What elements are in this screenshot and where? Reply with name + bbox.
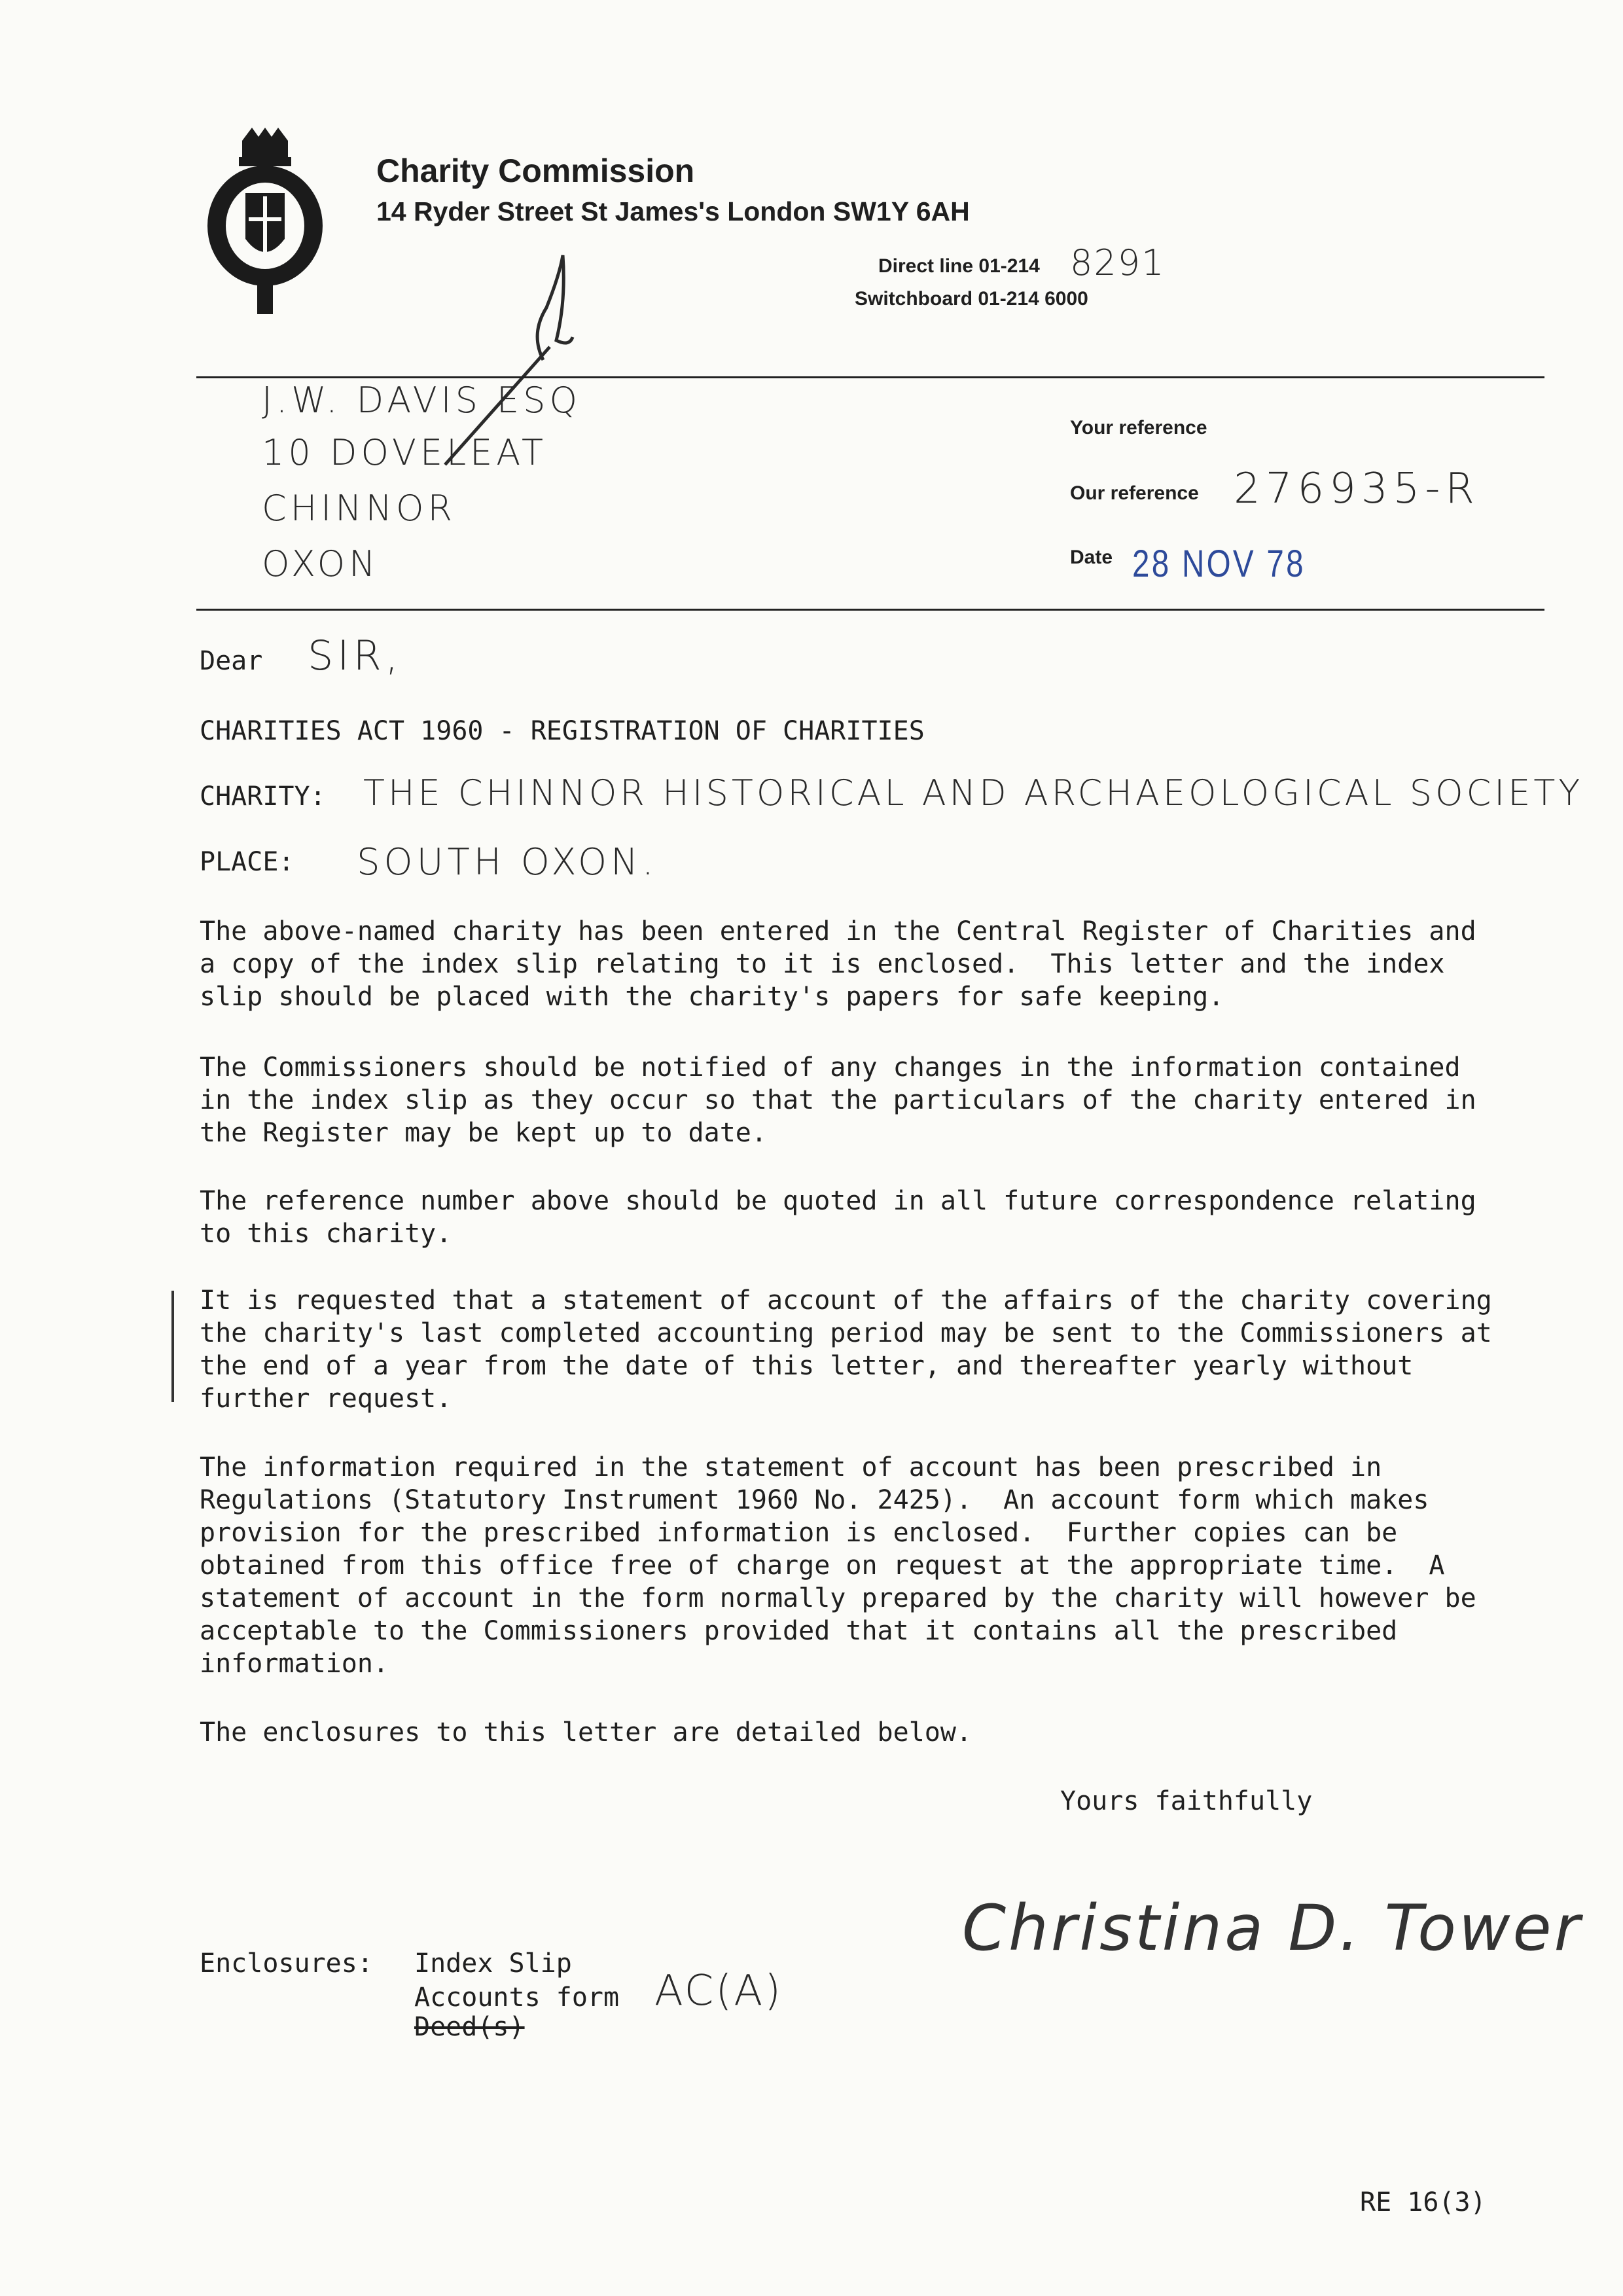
salutation-dear: Dear xyxy=(200,646,263,676)
recipient-line-2: 10 DOVELEAT xyxy=(262,432,548,473)
body-paragraph-1: The above-named charity has been entered in the Central Register of Charities and a copy of the index slip relating to it is enclosed. This letter and the index slip should be placed with the charity's papers for safe keeping. xyxy=(200,916,1476,1012)
signature: Christina D. Tower xyxy=(962,1892,1583,1965)
direct-line-number: 8291 xyxy=(1070,242,1166,283)
direct-line-label: Direct line 01-214 xyxy=(878,255,1040,277)
header-rule-bottom xyxy=(196,609,1544,611)
date-label: Date xyxy=(1070,547,1113,568)
body-paragraph-5: The information required in the statement of account has been prescribed in Regulations (Statutory Instrument 1960 No. 2425). An account form which makes provision for the prescribed information is enclosed. Further copies can be obtained from this office free of charge on request at the appropriate time. A statement of account in the form normally prepared by the charity will however be acceptable to the Commissioners provided that it contains all the prescribed information. xyxy=(200,1452,1476,1679)
body-paragraph-6: The enclosures to this letter are detailed below. xyxy=(200,1717,972,1748)
body-paragraph-3: The reference number above should be quoted in all future correspondence relating to this charity. xyxy=(200,1186,1476,1249)
margin-mark xyxy=(171,1291,174,1402)
our-reference-label: Our reference xyxy=(1070,482,1199,504)
recipient-line-3: CHINNOR xyxy=(262,488,457,529)
header-rule-top xyxy=(196,376,1544,378)
closing-valediction: Yours faithfully xyxy=(1060,1786,1313,1816)
form-code: RE 16(3) xyxy=(1360,2187,1486,2217)
enclosure-deeds-struck: Deed(s) xyxy=(414,2012,525,2042)
body-paragraph-2: The Commissioners should be notified of any changes in the information contained in the index slip as they occur so that the particulars of the charity entered in the Register may be kept up to date. xyxy=(200,1052,1476,1148)
enclosure-index-slip: Index Slip xyxy=(414,1948,572,1979)
date-stamp: 28 NOV 78 xyxy=(1132,543,1306,585)
organisation-name: Charity Commission xyxy=(376,152,695,189)
recipient-line-1: J.W. DAVIS ESQ xyxy=(262,380,581,421)
place-value: SOUTH OXON. xyxy=(357,841,658,884)
place-label: PLACE: xyxy=(200,847,294,877)
enclosure-accounts-form: Accounts form xyxy=(414,1982,620,2013)
royal-crest-emblem xyxy=(206,128,324,317)
accounts-form-code: AC(A) xyxy=(654,1967,783,2015)
charity-label: CHARITY: xyxy=(200,781,326,812)
our-reference-value: 276935-R xyxy=(1234,465,1480,513)
body-paragraph-4: It is requested that a statement of account of the affairs of the charity covering the charity's last completed accounting period may be sent to the Commissioners at the end of a year from the date of this letter, and thereafter yearly without further request. xyxy=(200,1285,1492,1414)
letter-subject: CHARITIES ACT 1960 - REGISTRATION OF CHARITIES xyxy=(200,716,925,746)
salutation-name: SIR, xyxy=(308,632,402,679)
your-reference-label: Your reference xyxy=(1070,417,1207,439)
switchboard-number: Switchboard 01-214 6000 xyxy=(855,288,1088,310)
charity-name: THE CHINNOR HISTORICAL AND ARCHAEOLOGICAL SOCIETY xyxy=(363,772,1584,814)
organisation-address: 14 Ryder Street St James's London SW1Y 6AH xyxy=(376,196,970,226)
recipient-line-4: OXON xyxy=(262,543,380,584)
enclosures-label: Enclosures: xyxy=(200,1948,373,1979)
